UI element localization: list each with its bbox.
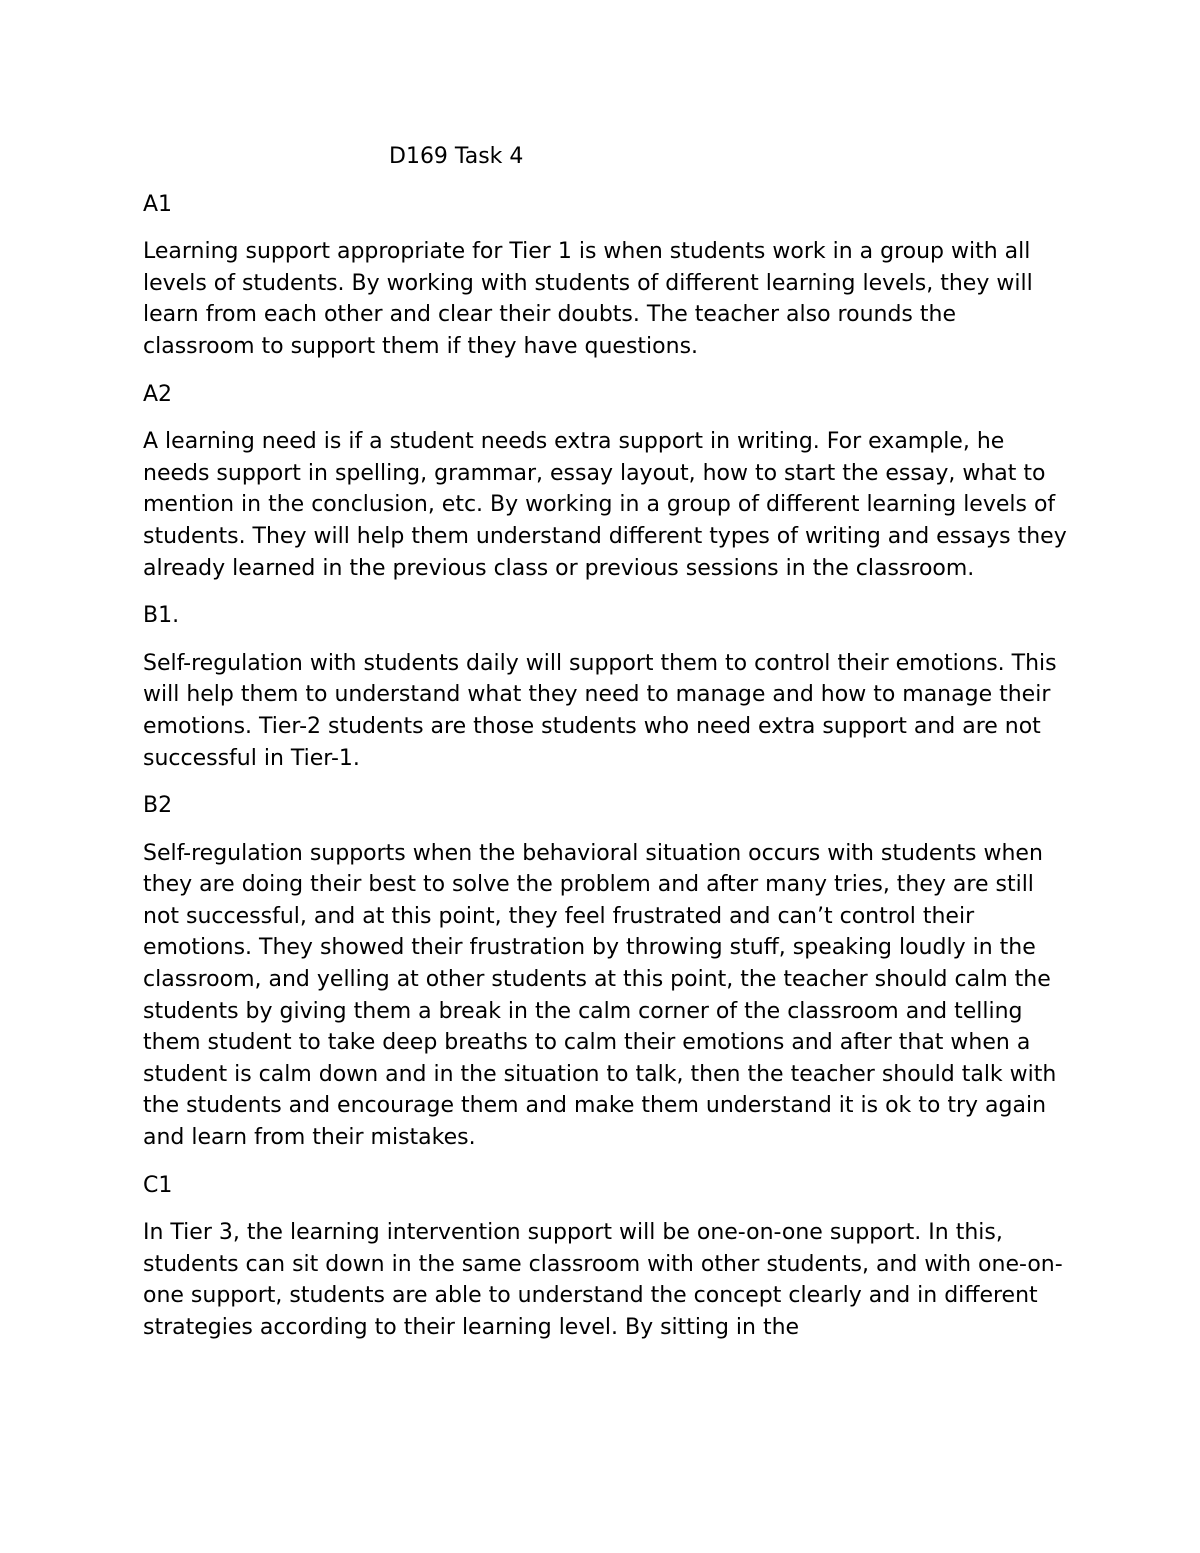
section-body: Self-regulation supports when the behavioral situation occurs with students when they are doing their best to solve the problem and after many tries, they are still not successful, and at this point, they feel frustrated and can’t control their emotions. They showed their frustration by throwing stuff, speaking loudly in the classroom, and yelling at other students at this point, the teacher should calm the students by giving them a break in the calm corner of the classroom and telling them student to take deep breaths to calm their emotions and after that when a student is calm down and in the situation to talk, then the teacher should talk with the students and encourage them and make them understand it is ok to try again and learn from their mistakes. (143, 840, 1057, 1151)
section-heading: B2 (143, 793, 173, 819)
section-a1 (143, 189, 1073, 363)
section-body: Self-regulation with students daily will support them to control their emotions. This will help them to understand what they need to manage and how to manage their emotions. Tier-2 students are those students who need extra support and are not successful in Tier-1. (143, 650, 1057, 771)
section-heading: A1 (143, 191, 173, 217)
section-body: In Tier 3, the learning intervention support will be one-on-one support. In this, students can sit down in the same classroom with other students, and with one-on-one support, students are able to understand the concept clearly and in different strategies according to their learning level. By sitting in the (143, 1220, 1063, 1340)
section-heading: A2 (143, 381, 173, 407)
section-heading: B1. (143, 603, 180, 629)
document-title: D169 Task 4 (389, 144, 524, 169)
section-c1 (143, 1170, 1073, 1344)
document-content (143, 141, 1073, 1360)
section-b2 (143, 790, 1073, 1154)
section-heading: C1 (143, 1172, 173, 1198)
section-a2 (143, 379, 1073, 585)
section-body: A learning need is if a student needs extra support in writing. For example, he needs support in spelling, grammar, essay layout, how to start the essay, what to mention in the conclusion, etc. By working in a group of different learning levels of students. They will help them understand different types of writing and essays they already learned in the previous class or previous sessions in the classroom. (143, 429, 1067, 581)
section-b1 (143, 600, 1073, 774)
section-body: Learning support appropriate for Tier 1 is when students work in a group with all levels of students. By working with students of different learning levels, they will learn from each other and clear their doubts. The teacher also rounds the classroom to support them if they have questions. (143, 239, 1033, 359)
